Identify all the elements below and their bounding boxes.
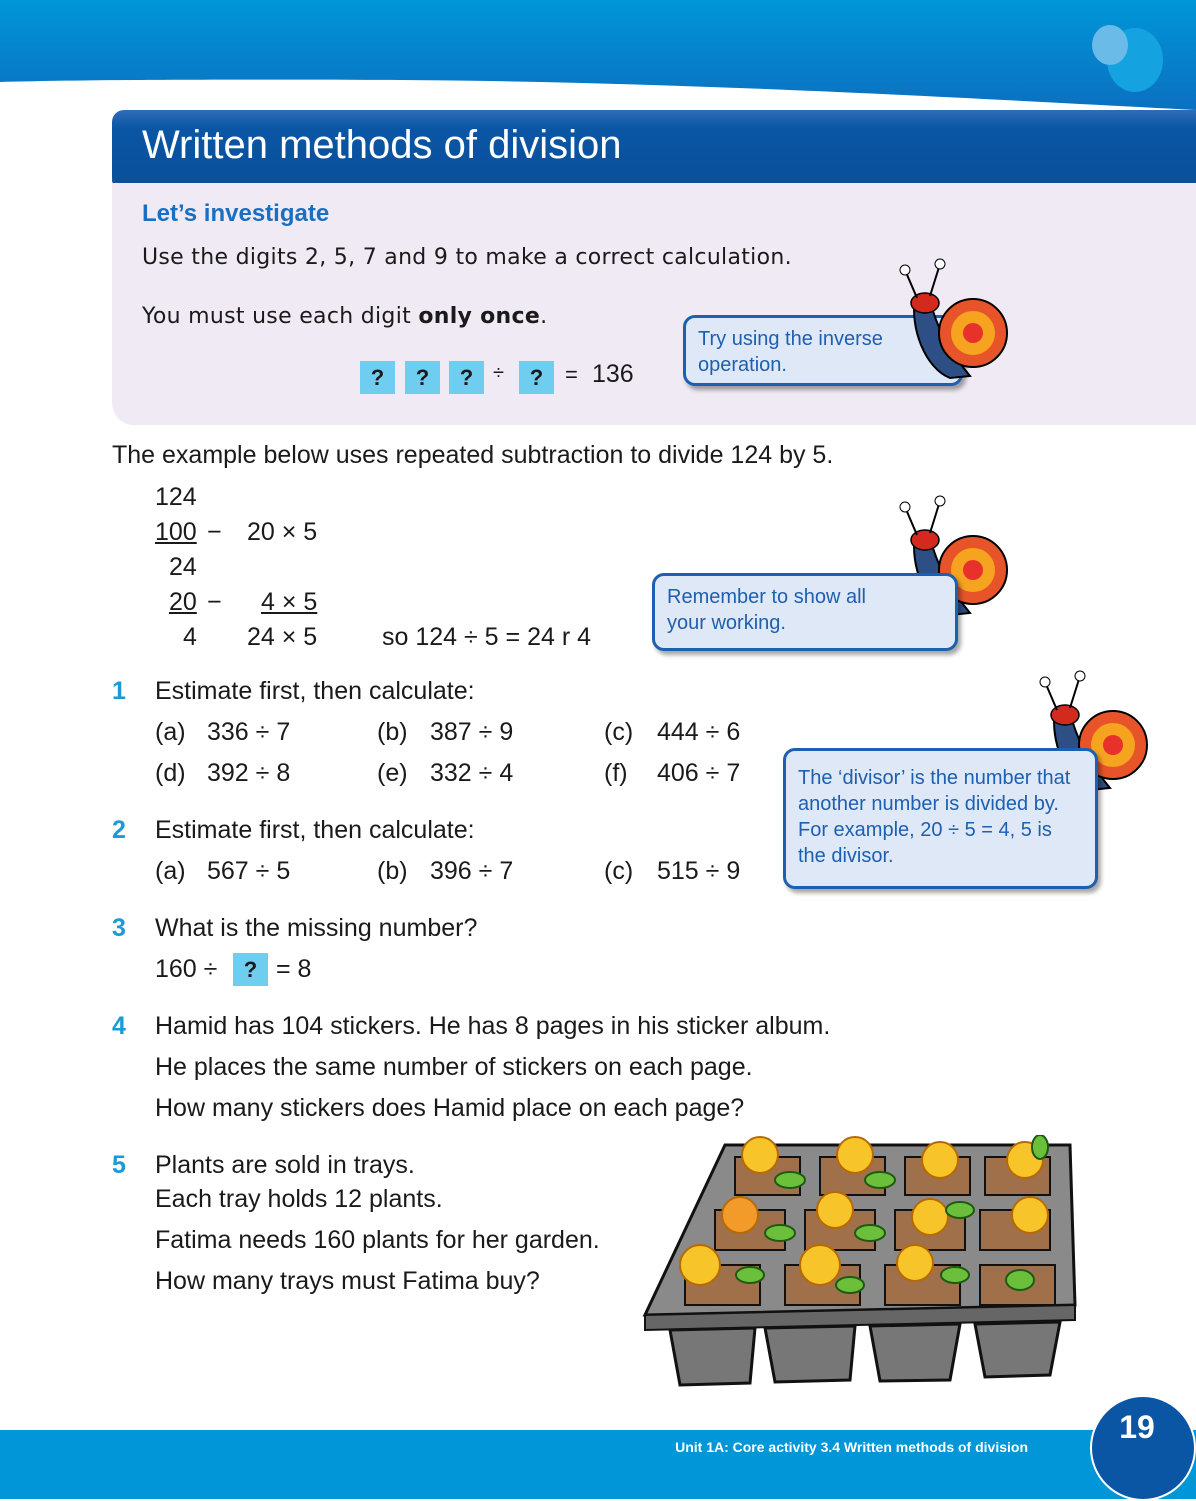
work-line: 124 — [155, 483, 197, 511]
part-label: (e) — [377, 759, 408, 787]
divisor-callout — [783, 748, 1098, 889]
example-conclusion: so 124 ÷ 5 = 24 r 4 — [382, 623, 591, 651]
part-label: (c) — [604, 718, 634, 746]
investigate-heading: Let’s investigate — [142, 200, 330, 227]
question-text: Estimate first, then calculate: — [155, 816, 475, 844]
part-label: (a) — [155, 857, 186, 885]
question-line: Each tray holds 12 plants. — [155, 1185, 443, 1213]
part-expr: 387 ÷ 9 — [430, 718, 514, 746]
part-expr: 567 ÷ 5 — [207, 857, 291, 885]
question-number: 2 — [112, 816, 126, 844]
question-number: 1 — [112, 677, 126, 705]
equation-part: 160 ÷ — [155, 955, 218, 983]
question-line: He places the same number of stickers on each page. — [155, 1053, 753, 1081]
question-number: 3 — [112, 914, 126, 942]
question-number: 4 — [112, 1012, 126, 1040]
example-intro: The example below uses repeated subtraction to divide 124 by 5. — [112, 441, 834, 469]
text: . — [540, 304, 548, 329]
question-line: Hamid has 104 stickers. He has 8 pages in his sticker album. — [155, 1012, 831, 1040]
work-line: 100 — [155, 518, 197, 546]
snail-mascot-icon — [895, 258, 1010, 383]
digit-box: ? — [405, 361, 440, 394]
page-number-badge — [1090, 1395, 1196, 1501]
part-label: (f) — [604, 759, 628, 787]
divide-sign: ÷ — [493, 362, 504, 384]
work-line: 20 — [169, 588, 197, 616]
question-line: Plants are sold in trays. — [155, 1151, 415, 1179]
question-text: What is the missing number? — [155, 914, 478, 942]
work-line: 4 × 5 — [261, 588, 318, 616]
digit-box: ? — [360, 361, 395, 394]
part-label: (b) — [377, 718, 408, 746]
digit-box: ? — [519, 361, 554, 394]
part-expr: 444 ÷ 6 — [657, 718, 741, 746]
puzzle-result: 136 — [592, 360, 634, 388]
part-expr: 406 ÷ 7 — [657, 759, 741, 787]
digit-box: ? — [449, 361, 484, 394]
work-line: 24 × 5 — [247, 623, 318, 651]
part-expr: 332 ÷ 4 — [430, 759, 514, 787]
divisor-text: The ‘divisor’ is the number that another number is divided by. For example, 20 ÷ 5 = 4, 5 is the divisor. — [798, 767, 1071, 867]
question-line: How many stickers does Hamid place on each page? — [155, 1094, 745, 1122]
question-line: Fatima needs 160 plants for her garden. — [155, 1226, 600, 1254]
part-label: (a) — [155, 718, 186, 746]
investigate-line2 — [142, 304, 547, 329]
part-label: (b) — [377, 857, 408, 885]
work-line: 24 — [169, 553, 197, 581]
emphasis: only once — [418, 304, 541, 329]
investigate-line1: Use the digits 2, 5, 7 and 9 to make a correct calculation. — [142, 245, 792, 270]
work-line: 4 — [183, 623, 197, 651]
working-callout — [652, 573, 958, 651]
hint-text: Remember to show all your working. — [667, 586, 866, 634]
part-label: (d) — [155, 759, 186, 787]
part-expr: 515 ÷ 9 — [657, 857, 741, 885]
part-expr: 336 ÷ 7 — [207, 718, 291, 746]
part-label: (c) — [604, 857, 634, 885]
text: You must use each digit — [142, 304, 419, 329]
missing-number-box: ? — [233, 953, 268, 986]
footer-text: Unit 1A: Core activity 3.4 Written methods of division — [675, 1439, 1028, 1455]
hint-text: Try using the inverse operation. — [698, 328, 883, 376]
title-bar — [112, 110, 1196, 183]
page-number: 19 — [1119, 1409, 1155, 1445]
work-op: − — [207, 588, 222, 616]
equation-part: = 8 — [276, 955, 312, 983]
part-expr: 396 ÷ 7 — [430, 857, 514, 885]
question-text: Estimate first, then calculate: — [155, 677, 475, 705]
equals-sign: = — [565, 362, 578, 387]
question-line: How many trays must Fatima buy? — [155, 1267, 540, 1295]
question-number: 5 — [112, 1151, 126, 1179]
page-title: Written methods of division — [142, 123, 622, 167]
work-op: − — [207, 518, 222, 546]
plant-tray-illustration — [640, 1135, 1080, 1395]
part-expr: 392 ÷ 8 — [207, 759, 291, 787]
work-line: 20 × 5 — [247, 518, 318, 546]
